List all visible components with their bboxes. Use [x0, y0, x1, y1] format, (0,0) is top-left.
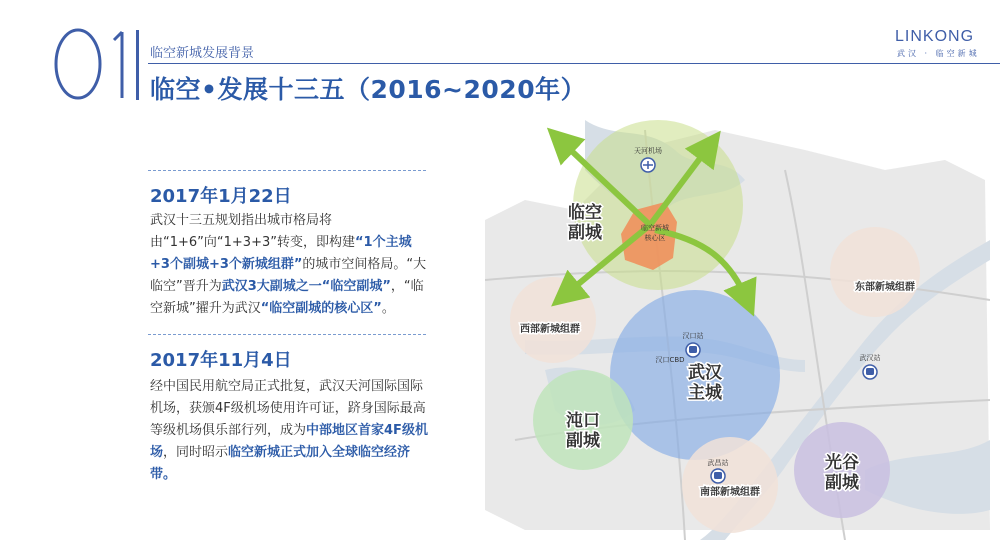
header-rule	[148, 63, 1000, 64]
wuhan-station-label: 武汉站	[859, 354, 881, 362]
section2-text-segment: 临空新城正式加入全球临空经济带。	[150, 445, 411, 482]
airport-label: 天河机场	[634, 147, 662, 155]
linkong-label-2: 副城	[568, 223, 602, 243]
section2-text-segment: 经中国民用航空局正式批复，武汉天河国际国际机场，获颁4F级机场使用许可证，跻身国际最高等级机场俱乐部行列，成为	[150, 379, 426, 438]
airport-icon	[641, 158, 655, 172]
main-city-label-2: 主城	[688, 383, 722, 403]
section1-text-segment: 武汉十三五规划指出城市格局将由“1+6”向“1+3+3”转变，即构建	[150, 213, 355, 250]
wuchang-station-label: 武昌站	[707, 459, 729, 467]
section-number	[52, 24, 138, 104]
caidian-label-1: 沌口	[566, 411, 600, 431]
guanggu-label-1: 光谷	[825, 453, 859, 473]
section1-text-segment: 的城市空间格局。“大临空”晋升为	[150, 257, 427, 294]
brand-logo	[895, 28, 985, 68]
west-group-label: 西部新城组群	[520, 324, 580, 335]
section1-body	[150, 210, 430, 320]
city-structure-map	[485, 110, 990, 540]
caidian-label-2: 副城	[566, 431, 600, 451]
hankou-station-icon	[686, 343, 700, 357]
linkong-label-1: 临空	[568, 203, 602, 223]
wuchang-station-icon	[711, 469, 725, 483]
core-label-1: 临空新城	[641, 224, 669, 232]
east-group-label: 东部新城组群	[855, 282, 915, 293]
logo-subtitle: 武汉 · 临空新城	[897, 49, 980, 58]
section1-text-segment: “1个主城+3个副城+3个新城组群”	[150, 235, 412, 272]
main-city-label-1: 武汉	[688, 363, 722, 383]
divider-top	[148, 170, 426, 171]
south-group-label: 南部新城组群	[700, 487, 760, 498]
guanggu-label-2: 副城	[825, 473, 859, 493]
section1-text-segment: “临空副城的核心区”	[260, 301, 382, 316]
section2-date: 2017年11月4日	[150, 350, 292, 371]
section1-text-segment: ，“临空新城”擢升为武汉	[150, 279, 424, 316]
hankou-station-label: 汉口站	[682, 332, 704, 340]
section2-text-segment: 中部地区首家4F级机场	[150, 423, 428, 460]
divider-middle	[148, 334, 426, 335]
section1-text-segment: 。	[381, 301, 395, 316]
section1-date: 2017年1月22日	[150, 186, 292, 207]
section-kicker: 临空新城发展背景	[150, 46, 255, 61]
wuhan-station-icon	[863, 365, 877, 379]
section2-text-segment: ，同时昭示	[163, 445, 229, 460]
header-divider	[136, 30, 139, 100]
logo-wordmark: LINKONG	[895, 28, 975, 45]
section2-body	[150, 376, 430, 486]
section1-text-segment: 武汉3大副城之一“临空副城”	[221, 279, 391, 294]
hankou-cbd-label: 汉口CBD	[655, 356, 685, 364]
page-title: 临空•发展十三五（2016~2020年）	[150, 75, 587, 104]
core-label-2: 核心区	[644, 234, 666, 242]
